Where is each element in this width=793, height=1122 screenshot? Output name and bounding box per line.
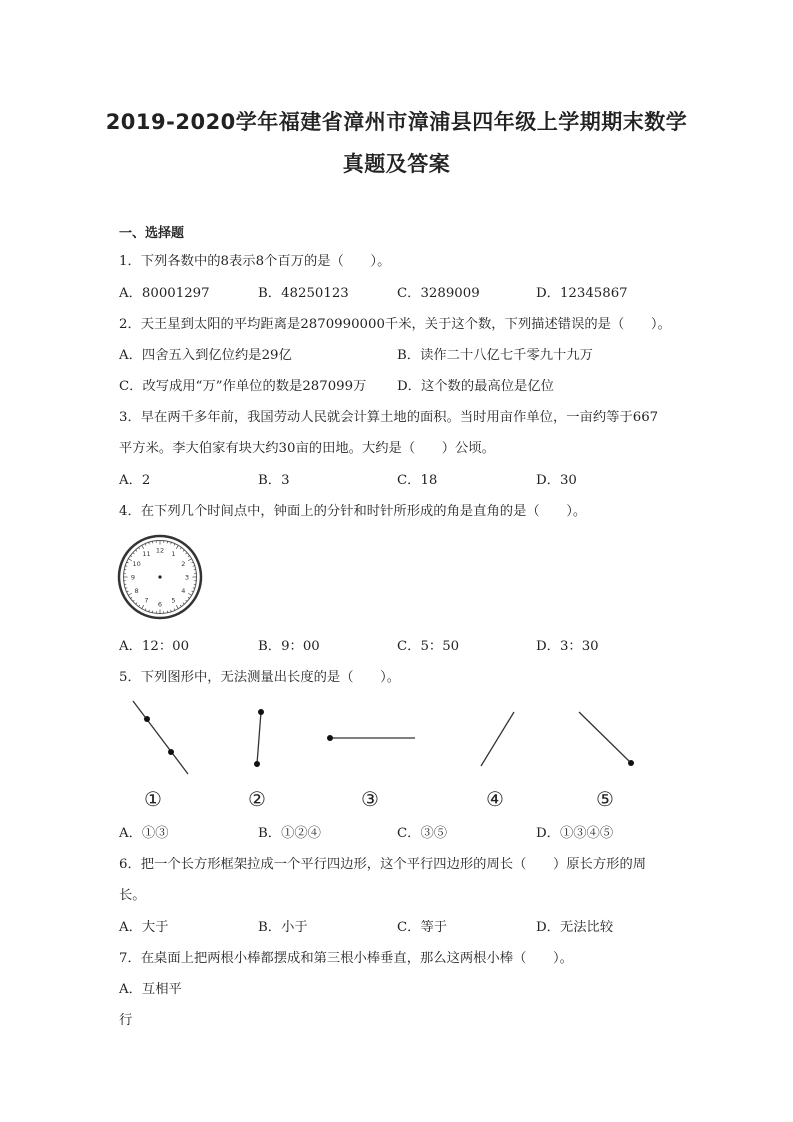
clock-tick — [127, 591, 129, 592]
q5-option-a: A．①③ — [119, 826, 169, 841]
clock-number: 9 — [130, 573, 136, 582]
clock-tick — [180, 605, 181, 607]
clock-tick — [188, 597, 190, 598]
clock-tick — [133, 553, 134, 554]
section-heading: 一、选择题 — [119, 226, 185, 241]
clock-tick — [188, 556, 190, 557]
q6-option-d: D．无法比较 — [536, 920, 614, 935]
q3-option-d: D．30 — [536, 473, 577, 488]
clock-tick — [176, 545, 178, 548]
q4-option-c: C．5：50 — [397, 639, 460, 654]
document-title-line1: 2019-2020学年福建省漳州市漳浦县四年级上学期期末数学 — [105, 110, 688, 134]
clock-tick — [142, 605, 144, 608]
clock-tick — [176, 605, 178, 608]
clock-tick — [180, 547, 181, 549]
question-6-line1: 6．把一个长方形框架拉成一个平行四边形，这个平行四边形的周长（ ）原长方形的周 — [119, 857, 647, 872]
q5-option-b: B．①②④ — [258, 826, 321, 841]
q2-option-d: D．这个数的最高位是亿位 — [397, 379, 554, 394]
clock-number: 6 — [157, 600, 163, 609]
clock-number: 10 — [132, 559, 141, 568]
clock-tick — [145, 609, 146, 611]
clock-tick — [130, 556, 132, 557]
clock-number: 3 — [184, 573, 190, 582]
clock-tick — [192, 562, 194, 563]
q2-option-b: B．读作二十八亿七千零九十九万 — [397, 348, 593, 363]
clock-tick — [186, 600, 187, 601]
clock-tick — [130, 597, 132, 598]
clock-tick — [128, 559, 131, 561]
clock-tick — [136, 550, 137, 551]
q7-option-a-wrap: 行 — [119, 1013, 133, 1028]
clock-number: 5 — [171, 596, 176, 605]
clock-number: 11 — [142, 549, 151, 558]
clock-tick — [174, 609, 175, 611]
clock-number: 12 — [155, 546, 165, 555]
question-1: 1．下列各数中的8表示8个百万的是（ ）。 — [119, 254, 391, 269]
clock-face-figure — [117, 534, 203, 620]
q4-option-d: D．3：30 — [536, 639, 599, 654]
clock-number: 7 — [144, 596, 149, 605]
clock-tick — [128, 593, 131, 595]
clock-tick — [188, 593, 191, 595]
clock-tick — [133, 600, 134, 601]
q1-option-c: C．3289009 — [397, 286, 480, 301]
clock-number: 8 — [134, 586, 139, 595]
question-7: 7．在桌面上把两根小棒都摆成和第三根小棒垂直，那么这两根小棒（ ）。 — [119, 951, 573, 966]
q2-option-a: A．四舍五入到亿位约是29亿 — [119, 348, 292, 363]
figure-label-4: ④ — [486, 787, 504, 811]
clock-tick — [192, 591, 194, 592]
q3-option-b: B．3 — [258, 473, 290, 488]
figure-label-3: ③ — [361, 787, 379, 811]
q5-option-d: D．①③④⑤ — [536, 826, 614, 841]
question-6-line2: 长。 — [119, 888, 146, 903]
q5-option-c: C．③⑤ — [397, 826, 448, 841]
clock-number: 4 — [181, 586, 186, 595]
clock-tick — [183, 603, 184, 604]
clock-tick — [183, 550, 184, 551]
question-4: 4．在下列几个时间点中，钟面上的分针和时针所形成的角是直角的是（ ）。 — [119, 504, 587, 519]
clock-tick — [174, 544, 175, 546]
clock-tick — [139, 605, 140, 607]
clock-tick — [127, 562, 129, 563]
q7-option-a: A．互相平 — [119, 982, 182, 997]
document-title-line2: 真题及答案 — [342, 152, 451, 176]
clock-tick — [145, 544, 146, 546]
q1-option-a: A．80001297 — [119, 286, 210, 301]
question-2: 2．天王星到太阳的平均距离是2870990000千米，关于这个数，下列描述错误的是（ ）。 — [119, 317, 671, 332]
q6-option-c: C．等于 — [397, 920, 448, 935]
figure-1-line — [133, 701, 188, 774]
clock-tick — [188, 559, 191, 561]
question-3-line1: 3．早在两千多年前，我国劳动人民就会计算土地的面积。当时用亩作单位，一亩约等于667 — [119, 410, 659, 425]
question-3-line2: 平方米。李大伯家有块大约30亩的田地。大约是（ ）公顷。 — [119, 441, 495, 456]
q6-option-b: B．小于 — [258, 920, 308, 935]
figure-label-2: ② — [248, 787, 266, 811]
clock-number: 1 — [171, 549, 176, 558]
clock-tick — [139, 547, 140, 549]
figure-label-1: ① — [144, 787, 162, 811]
figure-2-segment — [257, 712, 261, 764]
question-5: 5．下列图形中，无法测量出长度的是（ ）。 — [119, 670, 401, 685]
figure-5-ray — [579, 712, 631, 763]
clock-number: 2 — [181, 559, 186, 568]
clock-tick — [186, 553, 187, 554]
q2-option-c: C．改写成用“万”作单位的数是287099万 — [119, 379, 367, 394]
q1-option-d: D．12345867 — [536, 286, 628, 301]
clock-tick — [136, 603, 137, 604]
q6-option-a: A．大于 — [119, 920, 169, 935]
clock-tick — [142, 545, 144, 548]
q4-option-a: A．12：00 — [119, 639, 190, 654]
q4-option-b: B．9：00 — [258, 639, 320, 654]
q1-option-b: B．48250123 — [258, 286, 349, 301]
q3-option-a: A．2 — [119, 473, 151, 488]
line-figures — [110, 695, 670, 785]
figure-4-line — [481, 712, 514, 766]
q3-option-c: C．18 — [397, 473, 438, 488]
figure-label-5: ⑤ — [596, 787, 614, 811]
